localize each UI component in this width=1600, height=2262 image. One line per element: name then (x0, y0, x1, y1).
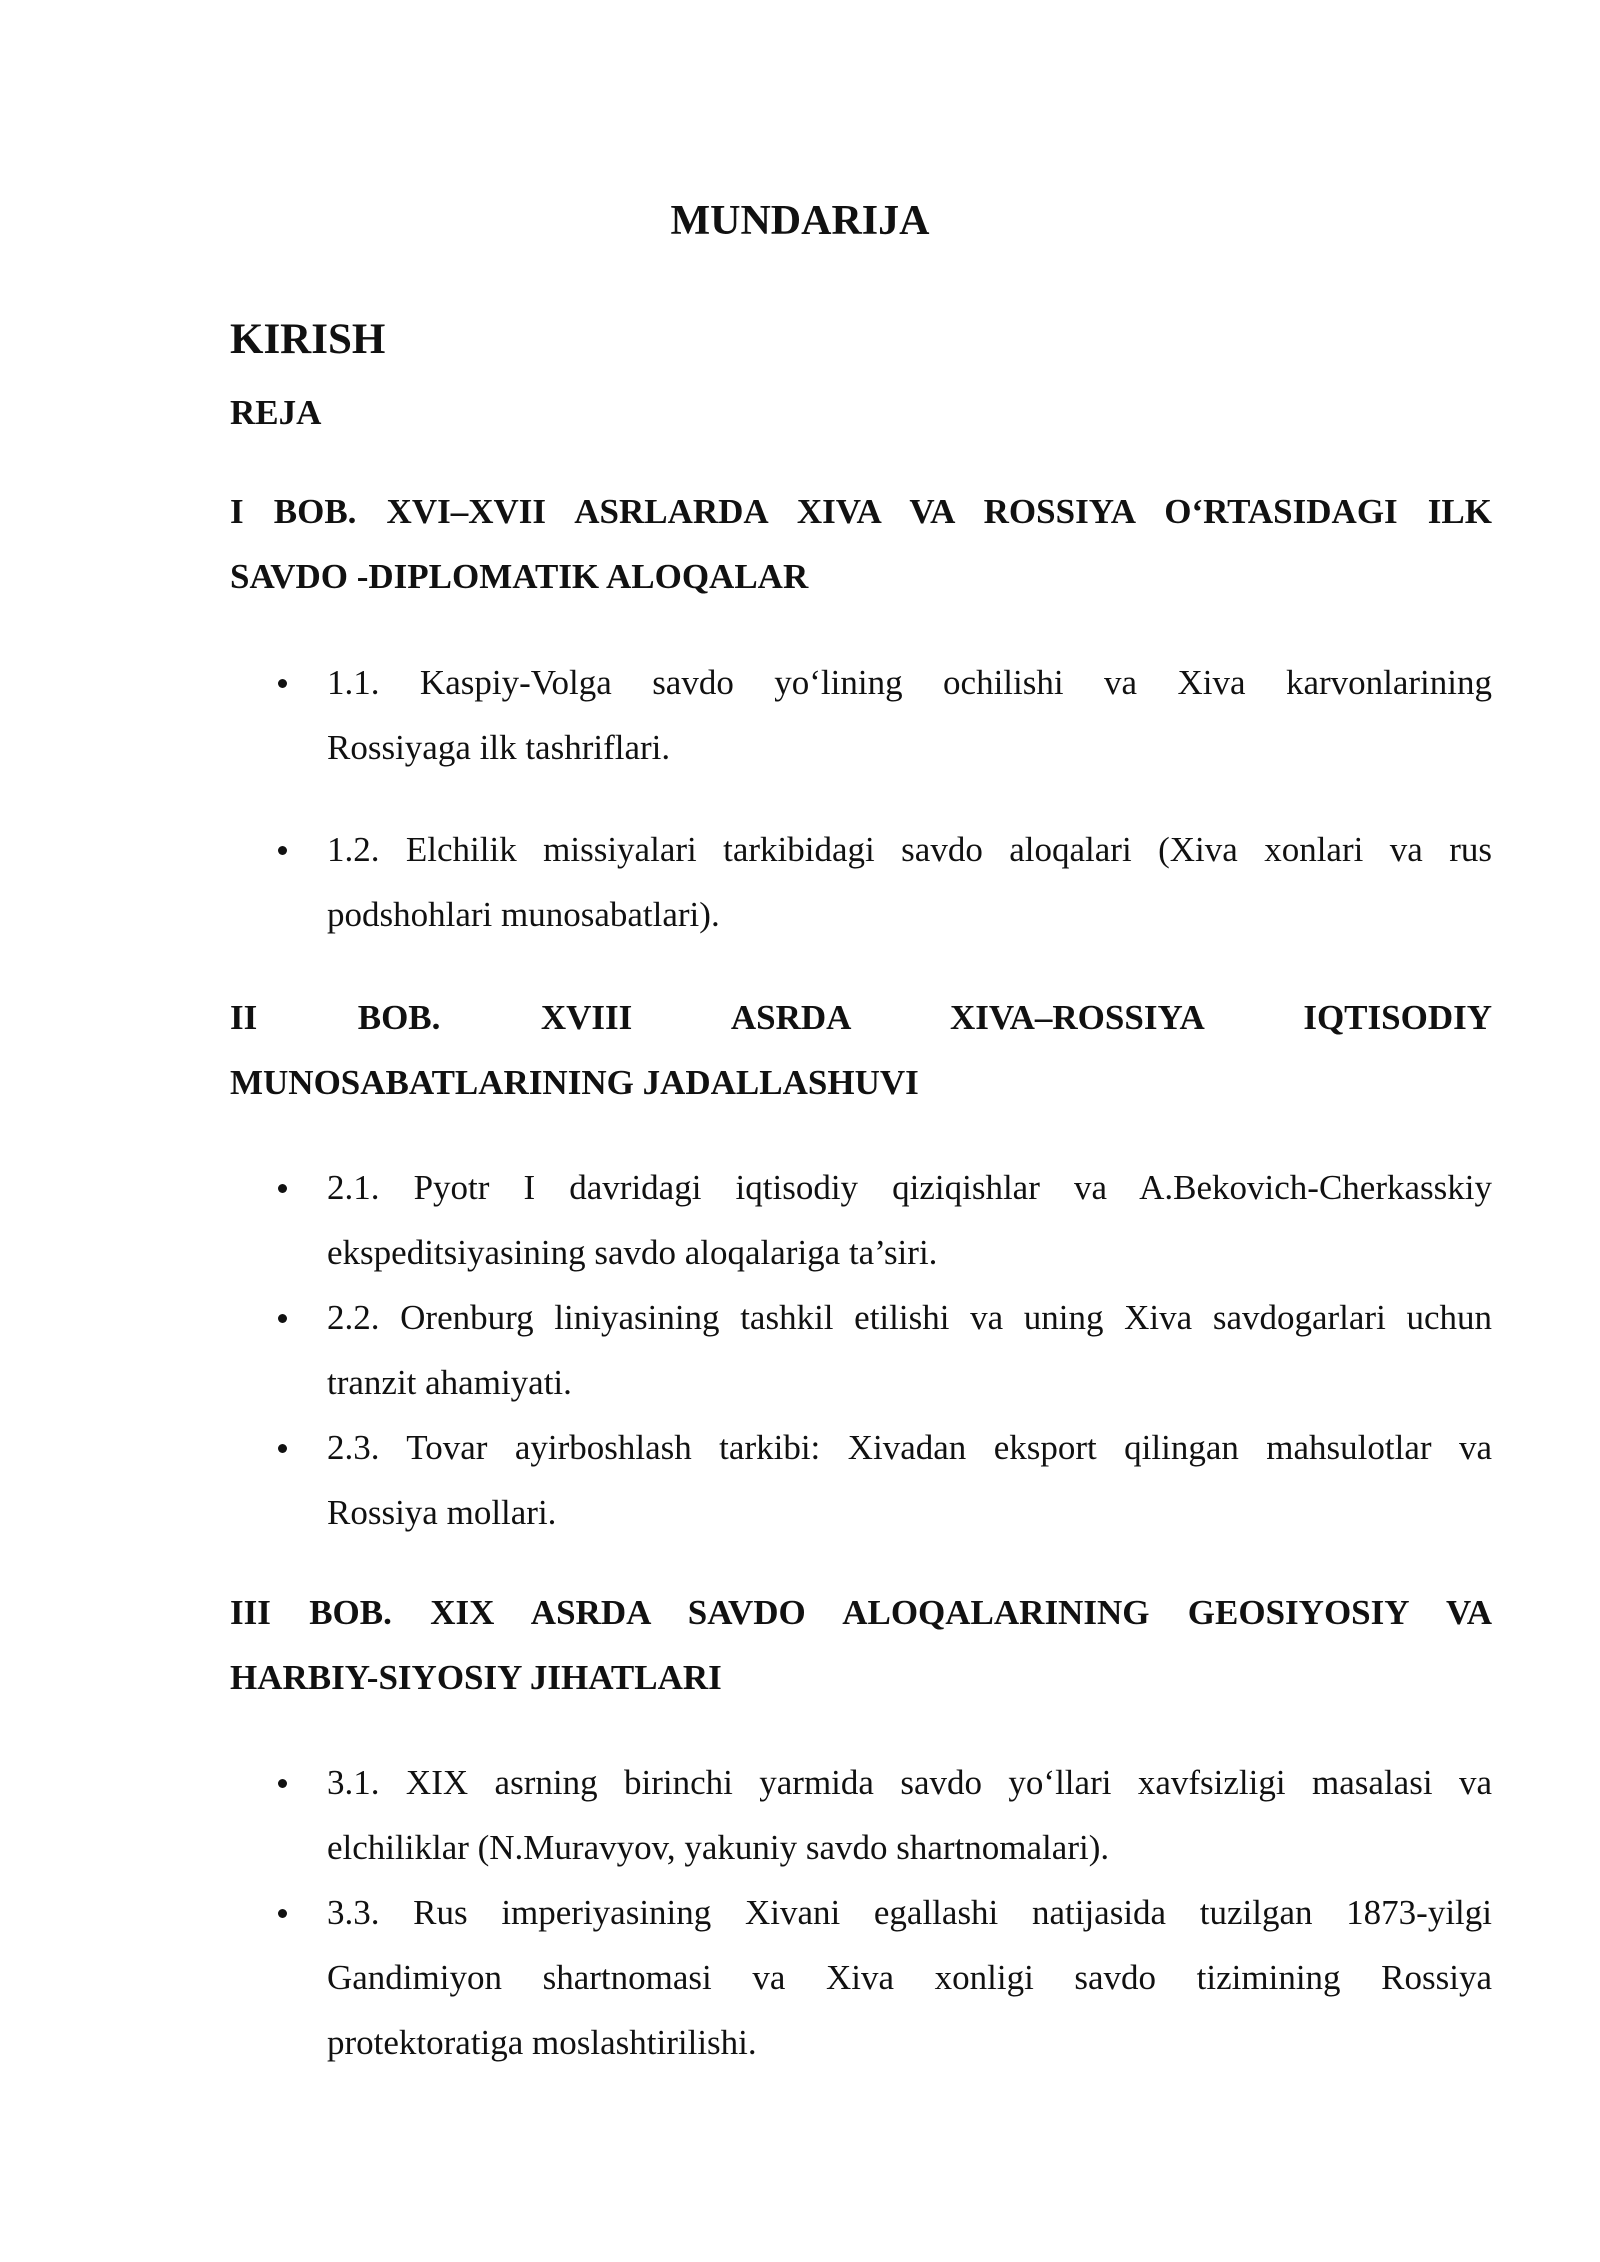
toc-item-2-2 (230, 1285, 1492, 1415)
kirish-heading: KIRISH (230, 316, 386, 363)
toc-item-1-1 (230, 650, 1492, 780)
toc-item-line: elchiliklar (N.Muravyov, yakuniy savdo shartnomalari). (327, 1828, 1110, 1867)
chapter-1-heading-line-1: I BOB. XVI–XVII ASRLARDA XIVA VA ROSSIYA O‘RTASIDAGI ILK (230, 492, 1492, 531)
chapter-3-heading-line-1: III BOB. XIX ASRDA SAVDO ALOQALARINING GEOSIYOSIY VA (230, 1593, 1492, 1632)
toc-item-line: Rossiyaga ilk tashriflari. (327, 728, 671, 767)
chapter-1-heading (230, 479, 1492, 609)
toc-item-2-1 (230, 1155, 1492, 1285)
chapter-1-heading-line-2: SAVDO -DIPLOMATIK ALOQALAR (230, 557, 809, 596)
bullet-icon (278, 1314, 287, 1323)
page-title: MUNDARIJA (670, 198, 930, 244)
toc-item-line: podshohlari munosabatlari). (327, 895, 720, 934)
toc-item-line: 3.1. XIX asrning birinchi yarmida savdo yo‘llari xavfsizligi masalasi va (327, 1763, 1492, 1802)
toc-item-1-2 (230, 817, 1492, 947)
bullet-icon (278, 1444, 287, 1453)
toc-item-3-3 (230, 1880, 1492, 2075)
toc-item-3-1 (230, 1750, 1492, 1880)
bullet-icon (278, 1779, 287, 1788)
chapter-2-heading (230, 985, 1492, 1115)
toc-item-line: 2.2. Orenburg liniyasining tashkil etilishi va uning Xiva savdogarlari uchun (327, 1298, 1492, 1337)
bullet-icon (278, 846, 287, 855)
toc-item-line: Rossiya mollari. (327, 1493, 557, 1532)
bullet-icon (278, 679, 287, 688)
toc-item-line: 2.1. Pyotr I davridagi iqtisodiy qiziqishlar va A.Bekovich-Cherkasskiy (327, 1168, 1492, 1207)
toc-item-line: protektoratiga moslashtirilishi. (327, 2023, 757, 2062)
chapter-2-heading-line-1: II BOB. XVIII ASRDA XIVA–ROSSIYA IQTISODIY (230, 998, 1492, 1037)
toc-item-line: 2.3. Tovar ayirboshlash tarkibi: Xivadan eksport qilingan mahsulotlar va (327, 1428, 1492, 1467)
chapter-3-heading (230, 1580, 1492, 1710)
chapter-3-heading-line-2: HARBIY-SIYOSIY JIHATLARI (230, 1658, 722, 1697)
toc-item-line: 1.2. Elchilik missiyalari tarkibidagi savdo aloqalari (Xiva xonlari va rus (327, 830, 1492, 869)
bullet-icon (278, 1184, 287, 1193)
toc-item-line: ekspeditsiyasining savdo aloqalariga ta’siri. (327, 1233, 938, 1272)
reja-heading: REJA (230, 393, 322, 432)
toc-item-line: tranzit ahamiyati. (327, 1363, 572, 1402)
toc-item-2-3 (230, 1415, 1492, 1545)
chapter-2-heading-line-2: MUNOSABATLARINING JADALLASHUVI (230, 1063, 919, 1102)
toc-item-line: 3.3. Rus imperiyasining Xivani egallashi natijasida tuzilgan 1873-yilgi (327, 1893, 1492, 1932)
toc-item-line: Gandimiyon shartnomasi va Xiva xonligi savdo tizimining Rossiya (327, 1958, 1492, 1997)
bullet-icon (278, 1909, 287, 1918)
toc-item-line: 1.1. Kaspiy-Volga savdo yo‘lining ochilishi va Xiva karvonlarining (327, 663, 1492, 702)
